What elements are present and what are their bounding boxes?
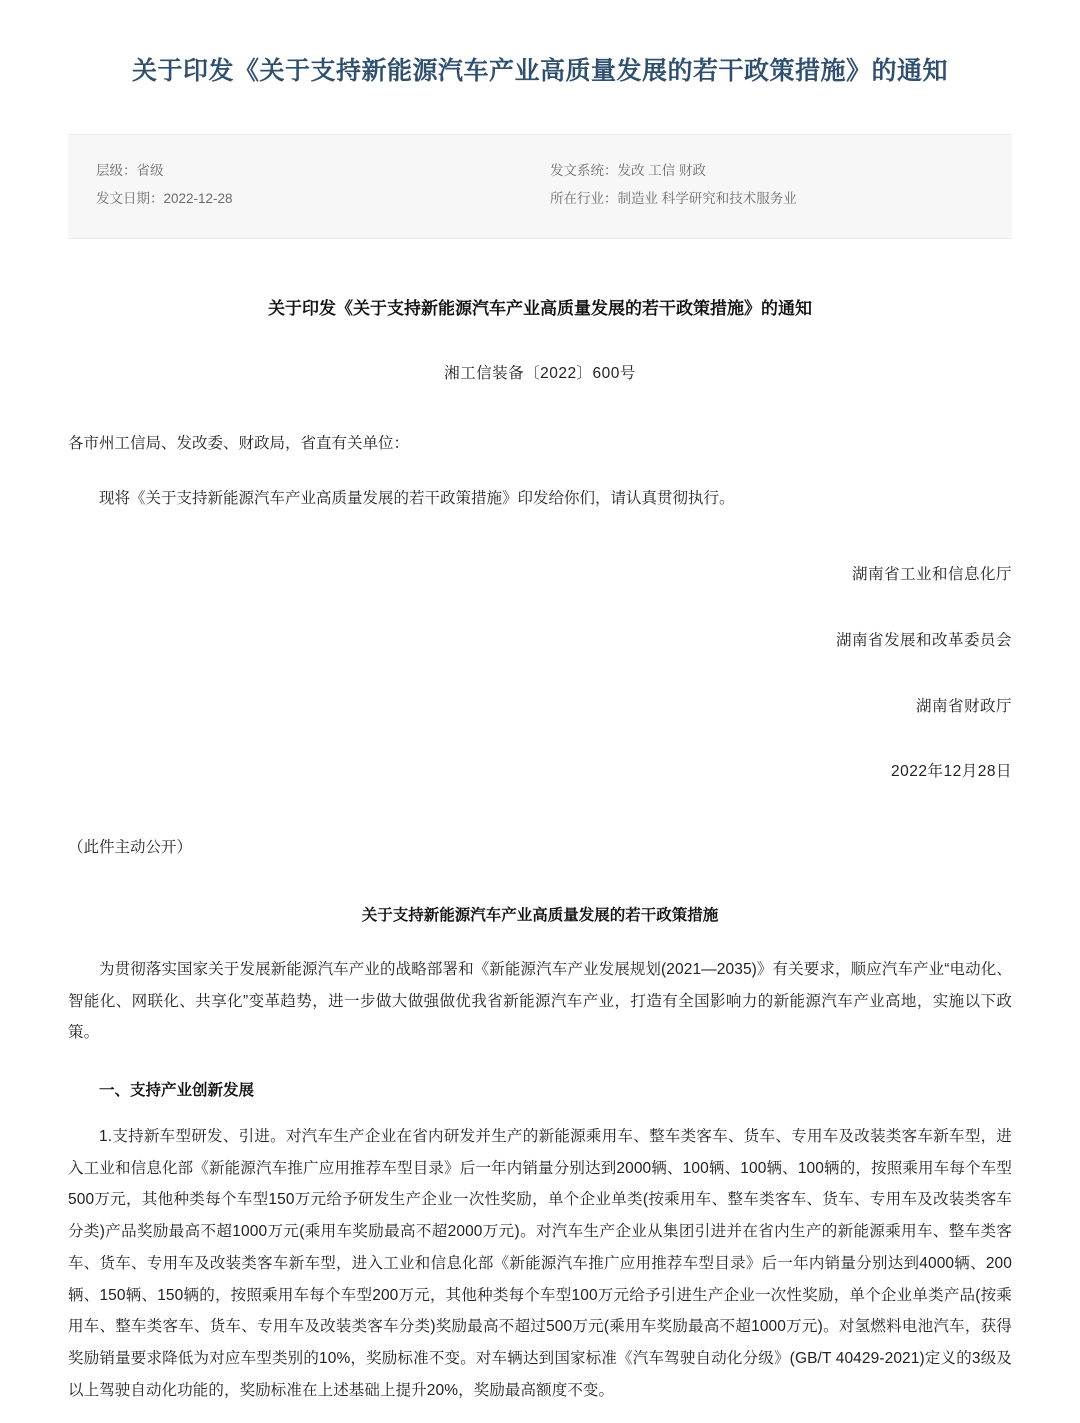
policy-preamble: 为贯彻落实国家关于发展新能源汽车产业的战略部署和《新能源汽车产业发展规划(2021—2035)》有关要求，顺应汽车产业“电动化、智能化、网联化、共享化”变革趋势，进一步做大做强做优我省新能源汽车产业，打造有全国影响力的新能源汽车产业高地，实施以下政策。 xyxy=(68,960,1012,1042)
meta-row-issue-date xyxy=(96,185,540,213)
document-disclosure-note: （此件主动公开） xyxy=(68,839,193,857)
document-meta-box xyxy=(68,134,1012,239)
meta-label-level: 层级： xyxy=(96,163,137,178)
meta-label-issuing-system: 发文系统： xyxy=(550,163,618,178)
document-body xyxy=(68,239,1012,1407)
signature-line-3: 湖南省财政厅 xyxy=(915,697,1012,715)
section-one-item-1: 1.支持新车型研发、引进。对汽车生产企业在省内研发并生产的新能源乘用车、整车类客车、货车、专用车及改装类客车新车型，进入工业和信息化部《新能源汽车推广应用推荐车型目录》后一年内销量分别达到2000辆、100辆、100辆、100辆的，按照乘用车每个车型500万元，其他种类每个车型150万元给予研发生产企业一次性奖励，单个企业单类(按乘用车、整车类客车、货车、专用车及改装类客车分类)产品奖励最高不超1000万元(乘用车奖励最高不超2000万元)。对汽车生产企业从集团引进并在省内生产的新能源乘用车、整车类客车、货车、专用车及改装类客车新车型，进入工业和信息化部《新能源汽车推广应用推荐车型目录》后一年内销量分别达到4000辆、200辆、150辆、150辆的，按照乘用车每个车型200万元，其他种类每个车型100万元给予引进生产企业一次性奖励，单个企业单类产品(按乘用车、整车类客车、货车、专用车及改装类客车分类)奖励最高不超过500万元(乘用车奖励最高不超1000万元)。对氢燃料电池汽车，获得奖励销量要求降低为对应车型类别的10%，奖励标准不变。对车辆达到国家标准《汽车驾驶自动化分级》(GB/T 40429-2021)定义的3级及以上驾驶自动化功能的，奖励标准在上述基础上提升20%，奖励最高额度不变。 xyxy=(68,1127,1012,1399)
document-page xyxy=(0,17,1080,1407)
meta-value-issue-date: 2022-12-28 xyxy=(163,191,233,207)
meta-value-industry: 制造业 科学研究和技术服务业 xyxy=(617,191,797,207)
meta-label-industry: 所在行业： xyxy=(550,191,618,207)
meta-value-issuing-system: 发改 工信 财政 xyxy=(617,163,707,178)
meta-column-left xyxy=(96,157,540,214)
document-number: 湘工信装备〔2022〕600号 xyxy=(444,364,636,382)
section-heading-one: 一、支持产业创新发展 xyxy=(99,1082,255,1100)
meta-value-level: 省级 xyxy=(136,163,164,178)
signature-line-2: 湖南省发展和改革委员会 xyxy=(835,631,1012,649)
document-title: 关于印发《关于支持新能源汽车产业高质量发展的若干政策措施》的通知 xyxy=(268,298,812,318)
meta-label-issue-date: 发文日期： xyxy=(96,191,164,207)
meta-row-level xyxy=(96,157,540,185)
meta-row-industry xyxy=(550,185,994,213)
signature-date: 2022年12月28日 xyxy=(891,763,1012,781)
signature-line-1: 湖南省工业和信息化厅 xyxy=(851,566,1012,584)
meta-column-right xyxy=(540,157,994,214)
page-title: 关于印发《关于支持新能源汽车产业高质量发展的若干政策措施》的通知 xyxy=(131,56,948,85)
meta-row-issuing-system xyxy=(550,157,994,185)
policy-title: 关于支持新能源汽车产业高质量发展的若干政策措施 xyxy=(361,907,719,924)
document-intro-paragraph: 现将《关于支持新能源汽车产业高质量发展的若干政策措施》印发给你们，请认真贯彻执行。 xyxy=(99,490,735,508)
document-addressee: 各市州工信局、发改委、财政局，省直有关单位： xyxy=(68,434,410,452)
